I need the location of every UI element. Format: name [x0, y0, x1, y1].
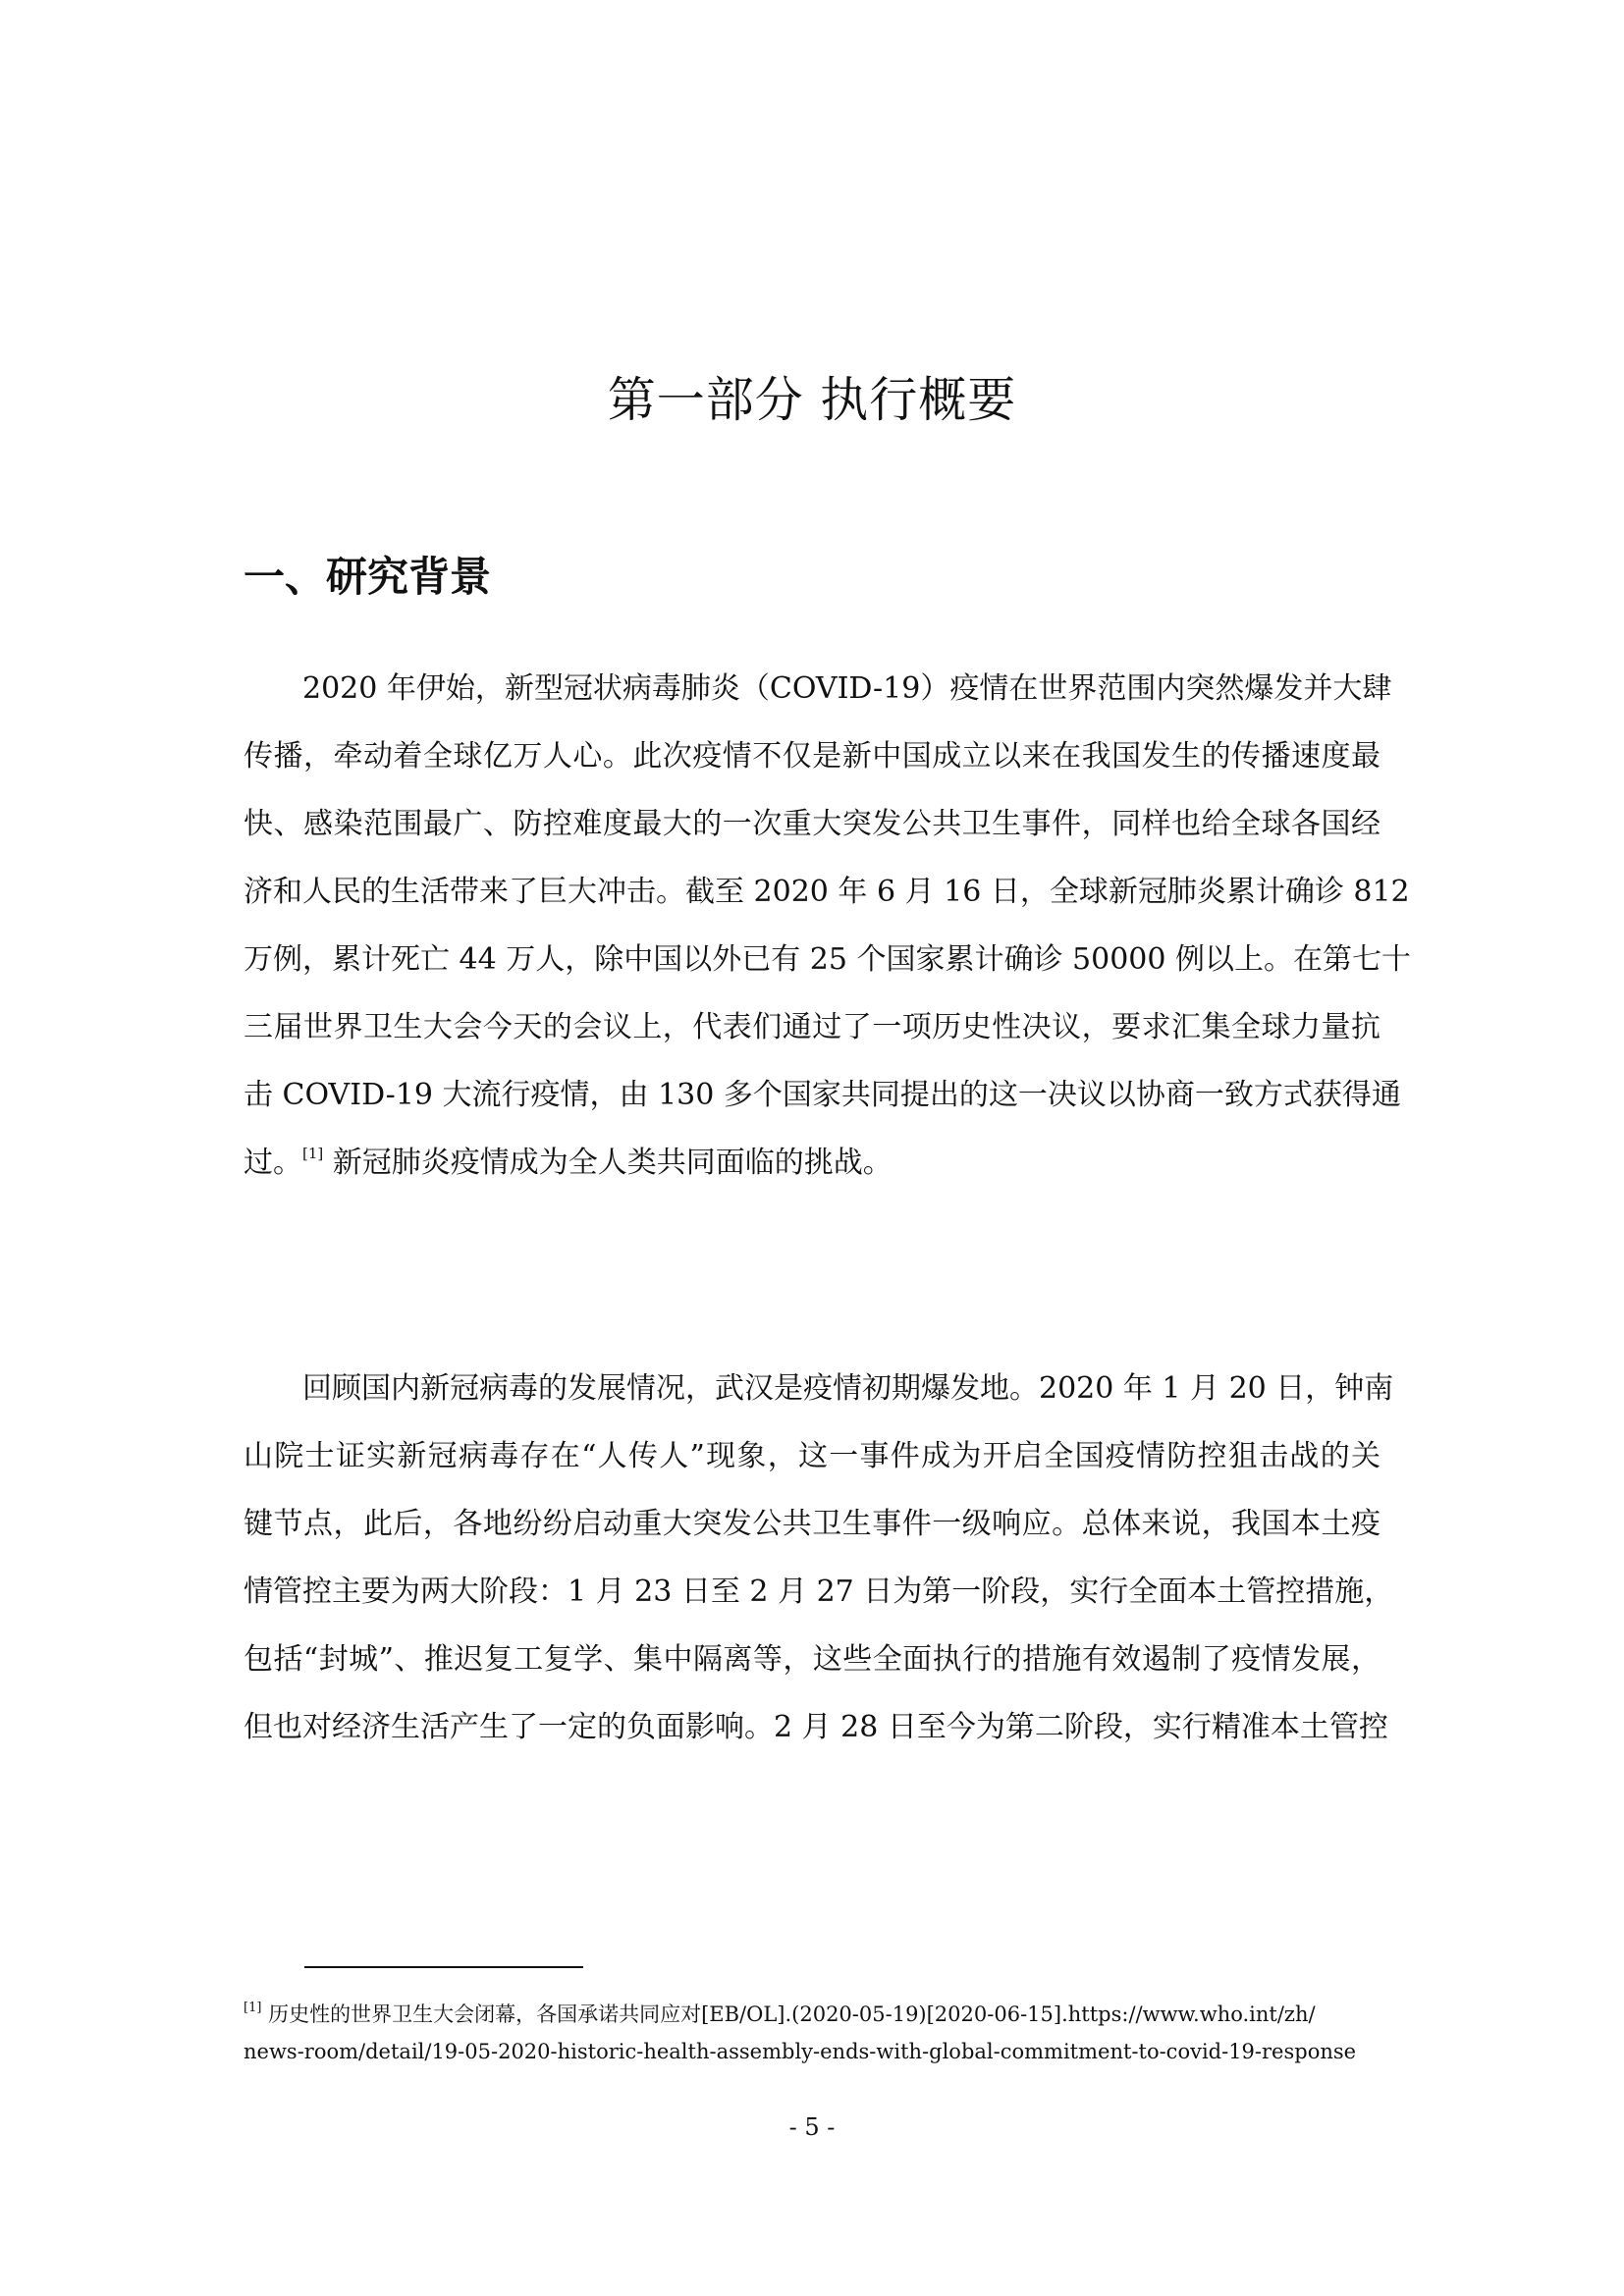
paragraph-line: 快、感染范围最广、防控难度最大的一次重大突发公共卫生事件，同样也给全球各国经: [244, 807, 1380, 841]
paragraph-text: 新冠肺炎疫情成为全人类共同面临的挑战。: [323, 1146, 893, 1180]
paragraph-line: 回顾国内新冠病毒的发展情况，武汉是疫情初期爆发地。2020 年 1 月 20 日，钟南: [302, 1371, 1394, 1406]
paragraph-line: 三届世界卫生大会今天的会议上，代表们通过了一项历史性决议，要求汇集全球力量抗: [244, 1010, 1380, 1044]
footnote-divider: [304, 1966, 583, 1968]
paragraph-line: 情管控主要为两大阶段：1 月 23 日至 2 月 27 日为第一阶段，实行全面本土管控措施，: [244, 1575, 1394, 1609]
paragraph-line: 济和人民的生活带来了巨大冲击。截至 2020 年 6 月 16 日，全球新冠肺炎累计确诊 812: [244, 875, 1410, 909]
paragraph-last-line: [244, 1129, 1380, 1197]
paragraph-line: 山院士证实新冠病毒存在“人传人”现象，这一事件成为开启全国疫情防控狙击战的关: [244, 1439, 1380, 1473]
page-number: - 5 -: [788, 2113, 836, 2141]
footnote-reference[interactable]: [1]: [302, 1145, 324, 1162]
paragraph-line: 传播，牵动着全球亿万人心。此次疫情不仅是新中国成立以来在我国发生的传播速度最: [244, 739, 1380, 774]
paragraph-line: 键节点，此后，各地纷纷启动重大突发公共卫生事件一级响应。总体来说，我国本土疫: [244, 1507, 1380, 1541]
paragraph-line: 2020 年伊始，新型冠状病毒肺炎（COVID-19）疫情在世界范围内突然爆发并大肆: [302, 671, 1392, 706]
footnote-mark: [1]: [244, 2001, 262, 2015]
footnote: [244, 1996, 1380, 2070]
footnote-line: [244, 1996, 1380, 2033]
paragraph-line: 包括“封城”、推迟复工复学、集中隔离等，这些全面执行的措施有效遏制了疫情发展，: [244, 1642, 1380, 1677]
paragraph-research-background-2: [244, 1355, 1394, 1761]
paragraph-text: 过。: [244, 1146, 302, 1180]
paragraph-research-background-1: [244, 655, 1411, 1197]
paragraph-line: 击 COVID-19 大流行疫情，由 130 多个国家共同提出的这一决议以协商一致方式获得通: [244, 1078, 1401, 1112]
paragraph-line: 万例，累计死亡 44 万人，除中国以外已有 25 个国家累计确诊 50000 例以上。在第七十: [244, 942, 1411, 977]
part-title: 第一部分 执行概要: [607, 372, 1017, 428]
paragraph-line: 但也对经济生活产生了一定的负面影响。2 月 28 日至今为第二阶段，实行精准本土管控: [244, 1710, 1388, 1744]
footnote-url-line[interactable]: news-room/detail/19-05-2020-historic-health-assembly-ends-with-global-commitment-to-covid-19-response: [244, 2040, 1357, 2063]
footnote-text[interactable]: 历史性的世界卫生大会闭幕，各国承诺共同应对[EB/OL].(2020-05-19)[2020-06-15].https://www.who.int/zh/: [261, 2002, 1316, 2026]
section-heading: 一、研究背景: [244, 553, 492, 601]
